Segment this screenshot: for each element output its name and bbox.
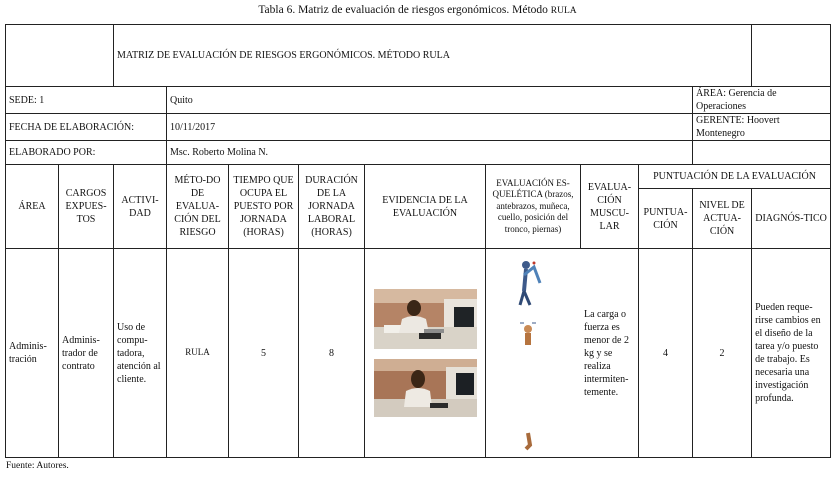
- row-nivel: 2: [693, 249, 752, 458]
- empty-cell: [6, 25, 114, 87]
- elaborado-label: ELABORADO POR:: [6, 141, 167, 165]
- source-note: Fuente: Autores.: [6, 461, 69, 471]
- row-esqueletica: [486, 249, 581, 458]
- sede-label: SEDE: 1: [6, 87, 167, 114]
- sede-row: [6, 87, 831, 114]
- fecha-row: [6, 114, 831, 141]
- arm-posture-figure: [486, 249, 581, 457]
- gerente-label: GERENTE: Hoovert Montenegro: [693, 114, 831, 141]
- risk-matrix-table: [5, 24, 831, 458]
- header-metodo: MÉTO-DO DE EVALUA-CIÓN DEL RIESGO: [167, 165, 229, 249]
- caption-method: RULA: [550, 6, 577, 16]
- area-label: ÁREA: Gerencia de Operaciones: [693, 87, 831, 114]
- office-photo-1: [374, 289, 477, 349]
- row-diagnostico: Pueden reque-rirse cambios en el diseño de la tarea y/o puesto de trabajo. Es necesaria una investigación profunda.: [752, 249, 831, 458]
- header-tiempo: TIEMPO QUE OCUPA EL PUESTO POR JORNADA (HORAS): [229, 165, 299, 249]
- row-actividad: Uso de compu-tadora, atención al cliente.: [114, 249, 167, 458]
- row-duracion: 8: [299, 249, 365, 458]
- empty-cell: [752, 25, 831, 87]
- header-duracion: DURACIÓN DE LA JORNADA LABORAL (HORAS): [299, 165, 365, 249]
- row-area: Adminis-tración: [6, 249, 59, 458]
- table-caption: [0, 4, 835, 16]
- fecha-label: FECHA DE ELABORACIÓN:: [6, 114, 167, 141]
- elaborado-row: [6, 141, 831, 165]
- header-muscular: EVALUA-CIÓN MUSCU-LAR: [581, 165, 639, 249]
- empty-cell: [693, 141, 831, 165]
- header-puntuacion-group: PUNTUACIÓN DE LA EVALUACIÓN: [639, 165, 831, 189]
- header-nivel: NIVEL DE ACTUA-CIÓN: [693, 189, 752, 249]
- elaborado-value: Msc. Roberto Molina N.: [167, 141, 693, 165]
- header-actividad: ACTIVI-DAD: [114, 165, 167, 249]
- sede-value: Quito: [167, 87, 693, 114]
- row-puntuacion: 4: [639, 249, 693, 458]
- row-metodo: RULA: [167, 249, 229, 458]
- header-row: [6, 165, 831, 189]
- fecha-value: 10/11/2017: [167, 114, 693, 141]
- skeletal-figures: [486, 249, 581, 457]
- header-evidencia: EVIDENCIA DE LA EVALUACIÓN: [365, 165, 486, 249]
- header-cargos: CARGOS EXPUES-TOS: [59, 165, 114, 249]
- row-cargo: Adminis-trador de contrato: [59, 249, 114, 458]
- header-puntuacion: PUNTUA-CIÓN: [639, 189, 693, 249]
- header-diagnostico: DIAGNÓS-TICO: [752, 189, 831, 249]
- title-row: [6, 25, 831, 87]
- office-photo-2: [374, 359, 477, 417]
- row-tiempo: 5: [229, 249, 299, 458]
- row-evidencia: [365, 249, 486, 458]
- header-area: ÁREA: [6, 165, 59, 249]
- row-muscular: La carga o fuerza es menor de 2 kg y se realiza intermiten-temente.: [581, 249, 639, 458]
- table-row: [6, 249, 831, 458]
- header-esqueletica: EVALUACIÓN ES-QUELÉTICA (brazos, antebrazos, muñeca, cuello, posición del tronco, piernas): [486, 165, 581, 249]
- matrix-title: MATRIZ DE EVALUACIÓN DE RIESGOS ERGONÓMICOS. MÉTODO RULA: [114, 25, 752, 87]
- caption-prefix: Tabla 6. Matriz de evaluación de riesgos ergonómicos. Método: [258, 4, 551, 16]
